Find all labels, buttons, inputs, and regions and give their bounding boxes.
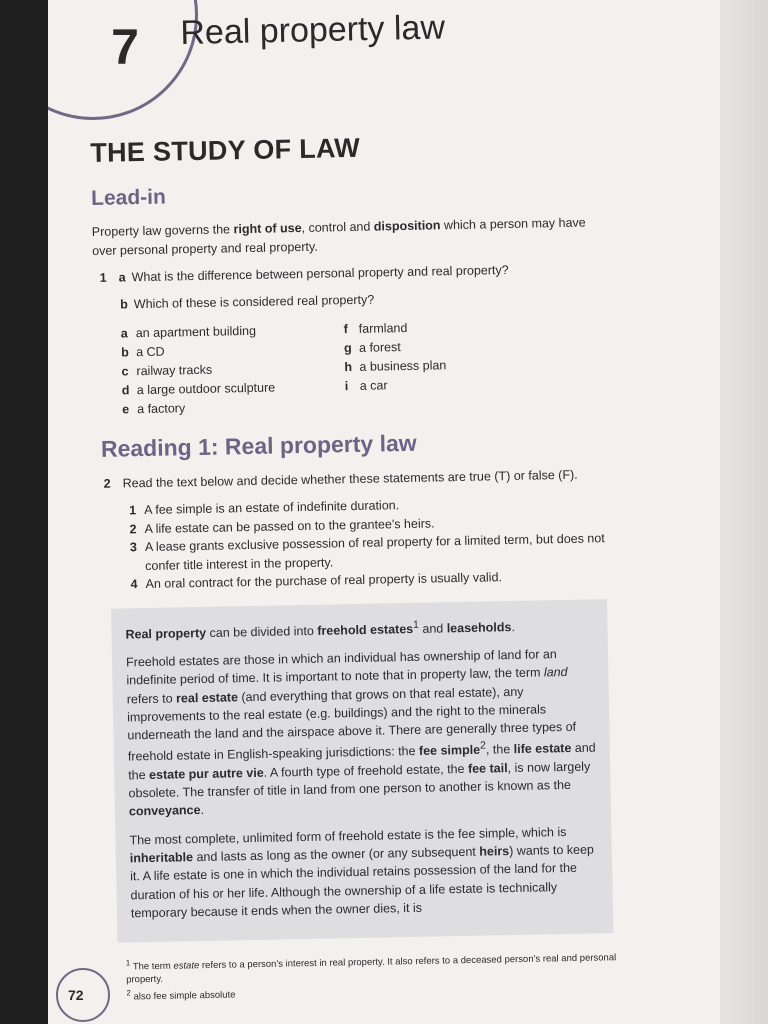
text-run: which a person may have over personal property and real property.: [92, 215, 586, 258]
keyword: leaseholds: [446, 619, 512, 635]
text-run: Freehold estates are those in which an individual has ownership of land for an indefinite period of time. It is important to note that in property law, the term: [125, 647, 557, 688]
text-run: The term: [132, 960, 174, 973]
footnotes: [106, 947, 627, 1004]
text-paragraph: [126, 644, 599, 821]
option-letter: c: [121, 364, 129, 379]
option-text: railway tracks: [136, 362, 213, 379]
option-letter: e: [122, 402, 130, 417]
statement-number: 3: [129, 540, 137, 555]
footnote-number: 1: [125, 958, 131, 968]
option-text: a large outdoor sculpture: [136, 380, 276, 398]
book-page: [48, 0, 720, 1024]
keyword: real estate: [175, 689, 239, 705]
question-letter: a: [118, 270, 126, 285]
statement-text: An oral contract for the purchase of real property is usually valid.: [145, 570, 503, 592]
question-text: Which of these is considered real property?: [133, 292, 375, 312]
reading-heading: Reading 1: Real property law: [100, 429, 417, 462]
option-letter: g: [343, 341, 352, 356]
chapter-title: Real property law: [180, 8, 446, 52]
question-text: What is the difference between personal property and real property?: [131, 262, 509, 285]
keyword: fee simple: [418, 743, 481, 759]
page-number-circle: [56, 968, 110, 1022]
question-text: Read the text below and decide whether these statements are true (T) or false (F).: [122, 467, 578, 491]
keyword: disposition: [373, 218, 441, 234]
page-content: [90, 128, 627, 1004]
text-run: (and everything that grows on that real estate), any improvements to the real estate (e.g. buildings) and the right to the minerals underneath the land and the airspace above it. There are generally three types of freehold estate in English-speaking jurisdictions: the: [126, 684, 577, 764]
options-column-right: [344, 316, 569, 415]
italic-term: estate: [173, 960, 200, 972]
text-run: and the: [128, 740, 596, 783]
lead-in-heading: Lead-in: [90, 185, 167, 210]
question-1b: [93, 286, 613, 315]
text-run: refers to a person's interest in real property. It also refers to a deceased person's real and personal property.: [126, 952, 617, 986]
text-run: and: [418, 620, 447, 636]
chapter-number: 7: [111, 19, 139, 75]
lead-in-intro: [92, 213, 613, 261]
reading-text-box: [111, 599, 613, 943]
question-number: 1: [99, 270, 107, 285]
text-run: , is now largely obsolete. The transfer of title in land from one person to another is known as the: [128, 759, 591, 801]
question-letter: b: [120, 297, 128, 312]
option-letter: b: [120, 345, 129, 360]
keyword: fee tail: [467, 760, 508, 776]
option-letter: h: [344, 360, 353, 375]
statement-number: 4: [130, 577, 138, 592]
option-letter: a: [120, 326, 128, 341]
statement-text: A lease grants exclusive possession of real property for a limited term, but does not confer title interest in the property.: [144, 531, 605, 573]
options-list: [94, 315, 616, 420]
text-run: Property law governs the: [91, 222, 234, 239]
text-run: can be divided into: [205, 623, 318, 640]
text-run: also fee simple absolute: [130, 989, 236, 1003]
keyword: Real property: [125, 625, 207, 642]
keyword: freehold estates: [317, 621, 414, 638]
text-run: . A fourth type of freehold estate, the: [263, 761, 469, 780]
option-text: a factory: [137, 401, 186, 417]
question-2: [96, 465, 616, 494]
keyword: heirs: [479, 844, 510, 859]
option-text: farmland: [358, 320, 408, 336]
keyword: inheritable: [129, 850, 194, 866]
option-letter: d: [121, 383, 130, 398]
text-run: .: [511, 619, 515, 634]
keyword: life estate: [513, 741, 572, 757]
option-text: a forest: [358, 340, 401, 355]
section-title: THE STUDY OF LAW: [90, 132, 361, 168]
italic-term: land: [543, 665, 568, 680]
page-edge-shadow: [720, 0, 768, 1024]
footnote-ref: 2: [479, 740, 486, 753]
option-text: a car: [359, 378, 388, 393]
option-text: a CD: [135, 344, 165, 360]
statements-list: [97, 492, 619, 594]
text-run: ) wants to keep it. A life estate is one in which the individual retains possession of the land for the duration of his or her life. Although the ownership of a life estate is technically temporary because it ends when the owner dies, it is: [130, 842, 595, 921]
text-run: refers to: [126, 690, 177, 706]
question-1a: [93, 259, 613, 288]
question-number: 2: [103, 476, 111, 491]
option-text: an apartment building: [135, 323, 257, 341]
options-column-left: [121, 320, 346, 419]
text-run: and lasts as long as the owner (or any subsequent: [192, 844, 480, 865]
option-letter: i: [344, 379, 349, 394]
page-number: 72: [68, 987, 84, 1003]
statement-number: 2: [129, 521, 137, 536]
text-run: .: [200, 803, 205, 818]
text-paragraph: [129, 822, 601, 922]
option-letter: f: [343, 322, 349, 337]
text-run: , control and: [301, 219, 374, 235]
footnote-ref: 1: [412, 619, 419, 631]
option-item: [345, 373, 568, 396]
text-run: The most complete, unlimited form of freehold estate is the fee simple, which is: [129, 824, 567, 848]
footnote-number: 2: [126, 988, 131, 998]
text-run: , the: [485, 742, 514, 758]
keyword: estate pur autre vie: [148, 765, 264, 782]
text-paragraph: [125, 613, 595, 643]
option-text: a business plan: [359, 358, 447, 374]
keyword: conveyance: [128, 803, 201, 819]
statement-text: A fee simple is an estate of indefinite duration.: [144, 498, 400, 518]
keyword: right of use: [233, 220, 302, 237]
option-item: [122, 396, 345, 419]
statement-text: A life estate can be passed on to the grantee's heirs.: [144, 515, 435, 536]
statement-number: 1: [129, 503, 137, 518]
